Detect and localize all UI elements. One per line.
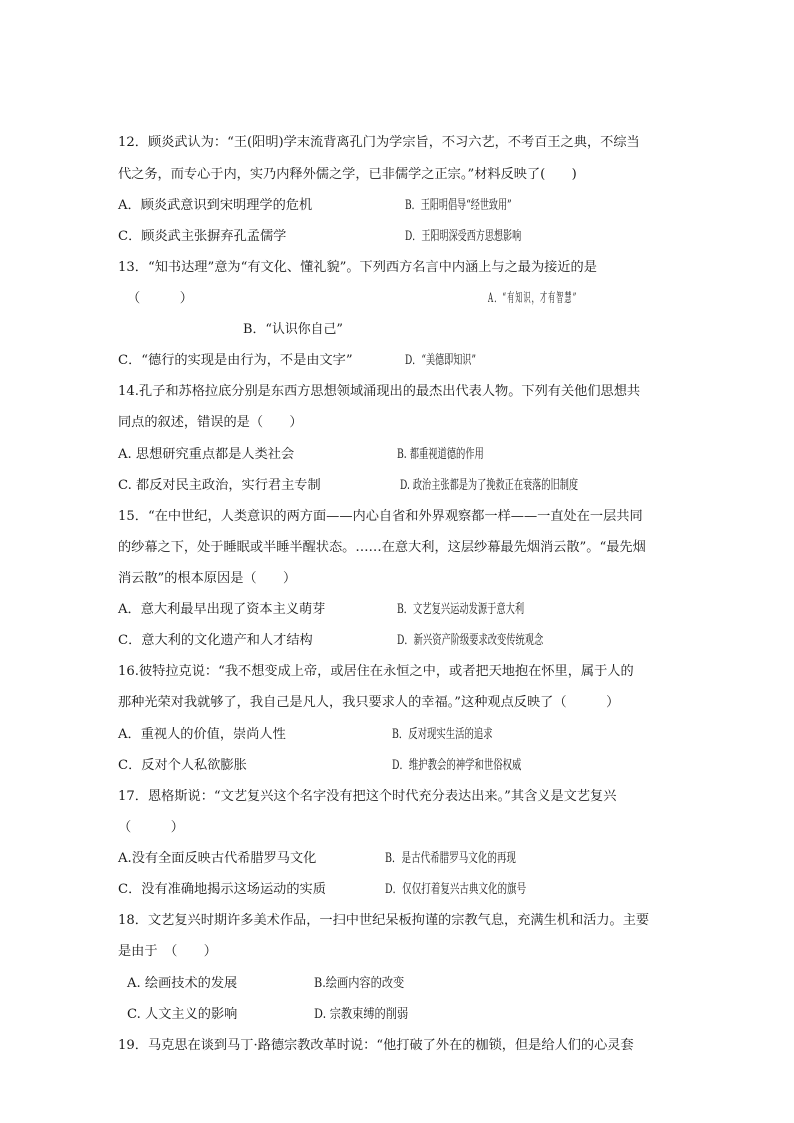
q15-stem-line-2: 的纱幕之下，处于睡眠或半睡半醒状态。……在意大利，这层纱幕最先烟消云散”。“最先烟: [118, 540, 646, 555]
q17-option-c: C．没有准确地揭示这场运动的实质: [118, 882, 326, 897]
q18-option-b: B.绘画内容的改变: [314, 976, 405, 991]
q18-stem-line-2: 是由于 （ ）: [118, 944, 217, 959]
q15-stem-line-3: 消云散”的根本原因是（ ）: [118, 571, 297, 586]
q15-option-d: D．新兴资产阶级要求改变传统观念: [397, 633, 544, 648]
q18-stem-line-1: 18．文艺复兴时期许多美术作品，一扫中世纪呆板拘谨的宗教气息，充满生机和活力。主要: [118, 913, 650, 928]
q14-option-d: D. 政治主张都是为了挽救正在衰落的旧制度: [400, 478, 579, 493]
q12-option-d: D．王阳明深受西方思想影响: [405, 229, 522, 244]
q13-stem-line-1: 13．“知书达理”意为“有文化、懂礼貌”。下列西方名言中内涵上与之最为接近的是: [118, 260, 597, 275]
q14-option-a: A. 思想研究重点都是人类社会: [118, 447, 295, 462]
q12-option-c: C．顾炎武主张摒弃孔孟儒学: [118, 229, 287, 244]
q12-stem-line-2: 代之务，而专心于内，实乃内释外儒之学，已非儒学之正宗。”材料反映了( ): [118, 167, 577, 182]
q18-option-a: A. 绘画技术的发展: [127, 976, 238, 991]
q14-option-c: C. 都反对民主政治，实行君主专制: [118, 478, 321, 493]
q16-option-c: C．反对个人私欲膨胀: [118, 758, 247, 773]
q16-option-a: A．重视人的价值，崇尚人性: [118, 727, 286, 742]
q18-option-d: D. 宗教束缚的削弱: [314, 1007, 409, 1022]
q13-option-a: A．“有知识，才有智慧”: [488, 291, 578, 306]
q17-option-d: D．仅仅打着复兴古典文化的旗号: [385, 882, 527, 897]
q14-stem-line-2: 同点的叙述，错误的是（ ）: [118, 415, 303, 430]
q13-option-d: D．“美德即知识”: [405, 353, 476, 368]
q17-option-a: A.没有全面反映古代希腊罗马文化: [118, 851, 317, 866]
q16-option-b: B．反对现实生活的追求: [392, 727, 493, 742]
q15-option-c: C．意大利的文化遗产和人才结构: [118, 633, 313, 648]
q19-stem-line-1: 19．马克思在谈到马丁·路德宗教改革时说：“他打破了外在的枷锁，但是给人们的心灵套: [118, 1038, 634, 1053]
q16-stem-line-2: 那种光荣对我就够了，我自己是凡人，我只要求人的幸福。”这种观点反映了（ ）: [118, 695, 620, 710]
q14-stem-line-1: 14.孔子和苏格拉底分别是东西方思想领域涌现出的最杰出代表人物。下列有关他们思想共: [118, 384, 641, 399]
q17-stem-line-1: 17．恩格斯说：“文艺复兴这个名字没有把这个时代充分表达出来。”其含义是文艺复兴: [118, 789, 617, 804]
q18-option-c: C. 人文主义的影响: [127, 1007, 238, 1022]
q15-option-b: B．文艺复兴运动发源于意大利: [397, 602, 525, 617]
q15-stem-line-1: 15．“在中世纪，人类意识的两方面——内心自省和外界观察都一样——一直处在一层共同: [118, 509, 643, 524]
q12-option-a: A．顾炎武意识到宋明理学的危机: [118, 198, 313, 213]
q14-option-b: B. 都重视道德的作用: [397, 447, 484, 462]
q12-stem-line-1: 12．顾炎武认为：“王(阳明)学末流背离孔门为学宗旨，不习六艺，不考百王之典，不综当: [118, 135, 640, 150]
q17-option-b: B．是古代希腊罗马文化的再现: [385, 851, 516, 866]
q15-option-a: A．意大利最早出现了资本主义萌芽: [118, 602, 326, 617]
q17-stem-line-2: （ ）: [118, 820, 184, 835]
q16-option-d: D．维护教会的神学和世俗权威: [392, 758, 522, 773]
q16-stem-line-1: 16.彼特拉克说：“我不想变成上帝，或居住在永恒之中，或者把天地抱在怀里，属于人的: [118, 664, 634, 679]
q12-option-b: B．王阳明倡导“经世致用”: [405, 198, 512, 213]
q13-stem-line-2: （ ）: [127, 291, 193, 306]
q13-option-b: B．“认识你自己”: [243, 322, 343, 337]
q13-option-c: C．“德行的实现是由行为，不是由文字”: [118, 353, 353, 368]
